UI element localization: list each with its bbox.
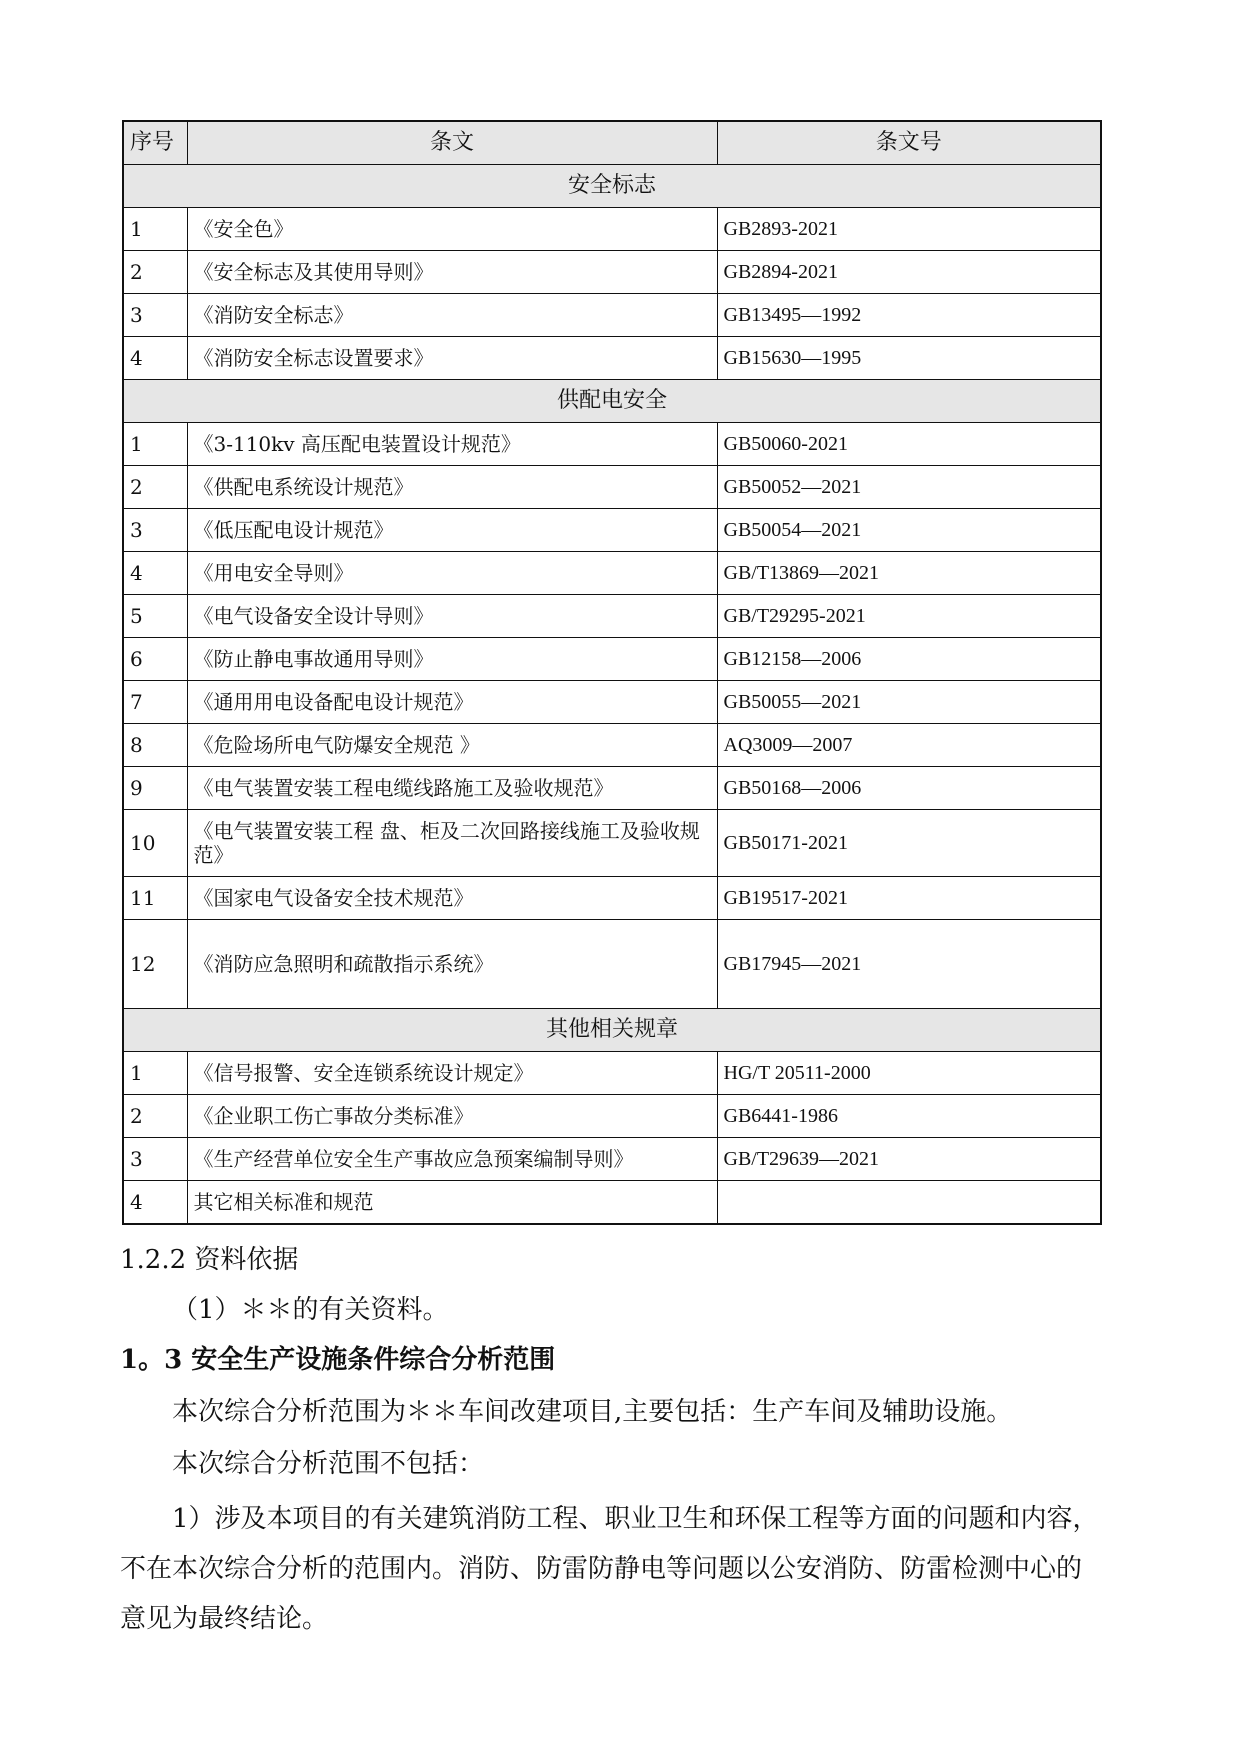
row-code: HG/T 20511-2000	[717, 1052, 1101, 1095]
table-row	[123, 1052, 1101, 1095]
row-title: 《危险场所电气防爆安全规范 》	[187, 724, 717, 767]
header-title: 条文	[187, 121, 717, 165]
table-row	[123, 509, 1101, 552]
row-index: 7	[123, 681, 187, 724]
row-title: 《消防安全标志设置要求》	[187, 337, 717, 380]
row-code: GB/T13869—2021	[717, 552, 1101, 595]
row-title: 《防止静电事故通用导则》	[187, 638, 717, 681]
row-index: 4	[123, 337, 187, 380]
table-row	[123, 810, 1101, 877]
row-index: 1	[123, 208, 187, 251]
table-row	[123, 877, 1101, 920]
row-code: GB/T29639—2021	[717, 1138, 1101, 1181]
row-title: 其它相关标准和规范	[187, 1181, 717, 1225]
row-index: 8	[123, 724, 187, 767]
section-row	[123, 165, 1101, 208]
header-index: 序号	[123, 121, 187, 165]
row-code: GB/T29295-2021	[717, 595, 1101, 638]
table-row	[123, 294, 1101, 337]
section-row	[123, 1009, 1101, 1052]
row-title: 《用电安全导则》	[187, 552, 717, 595]
section-title-power-supply: 供配电安全	[123, 380, 1101, 423]
row-index: 4	[123, 1181, 187, 1225]
row-title: 《通用用电设备配电设计规范》	[187, 681, 717, 724]
table-row	[123, 724, 1101, 767]
row-code: GB6441-1986	[717, 1095, 1101, 1138]
table-row	[123, 208, 1101, 251]
row-code: GB50171-2021	[717, 810, 1101, 877]
row-title: 《信号报警、安全连锁系统设计规定》	[187, 1052, 717, 1095]
row-code: GB50168—2006	[717, 767, 1101, 810]
sub-heading: 1.2.2 资料依据	[120, 1245, 299, 1275]
row-title: 《企业职工伤亡事故分类标准》	[187, 1095, 717, 1138]
reference-item: （1）＊＊的有关资料。	[172, 1295, 449, 1325]
section-title-safety-signs: 安全标志	[123, 165, 1101, 208]
header-code: 条文号	[717, 121, 1101, 165]
table-row	[123, 423, 1101, 466]
row-title: 《消防安全标志》	[187, 294, 717, 337]
table-header-row	[123, 121, 1101, 165]
row-index: 2	[123, 466, 187, 509]
table-row	[123, 920, 1101, 1009]
row-code: GB50055—2021	[717, 681, 1101, 724]
row-index: 3	[123, 294, 187, 337]
row-code: GB12158—2006	[717, 638, 1101, 681]
row-index: 1	[123, 1052, 187, 1095]
row-code: GB19517-2021	[717, 877, 1101, 920]
row-index: 1	[123, 423, 187, 466]
regulations-table	[122, 120, 1102, 1225]
row-index: 11	[123, 877, 187, 920]
table-row	[123, 638, 1101, 681]
row-title: 《生产经营单位安全生产事故应急预案编制导则》	[187, 1138, 717, 1181]
table-row	[123, 466, 1101, 509]
section-heading: 1。3 安全生产设施条件综合分析范围	[120, 1345, 556, 1375]
row-code: GB17945—2021	[717, 920, 1101, 1009]
row-index: 3	[123, 509, 187, 552]
section-title-other-regulations: 其他相关规章	[123, 1009, 1101, 1052]
row-code: AQ3009—2007	[717, 724, 1101, 767]
row-title: 《电气装置安装工程 盘、柜及二次回路接线施工及验收规范》	[187, 810, 717, 877]
table-row	[123, 1095, 1101, 1138]
row-code: GB15630—1995	[717, 337, 1101, 380]
exclusion-intro: 本次综合分析范围不包括：	[172, 1449, 485, 1479]
table-row	[123, 595, 1101, 638]
row-code: GB13495—1992	[717, 294, 1101, 337]
row-title: 《国家电气设备安全技术规范》	[187, 877, 717, 920]
row-code: GB50054—2021	[717, 509, 1101, 552]
table-row	[123, 552, 1101, 595]
table-row	[123, 337, 1101, 380]
row-code: GB2893-2021	[717, 208, 1101, 251]
table-row	[123, 251, 1101, 294]
row-index: 2	[123, 251, 187, 294]
row-title: 《低压配电设计规范》	[187, 509, 717, 552]
table-row	[123, 1138, 1101, 1181]
row-title: 《3-110kv 高压配电装置设计规范》	[187, 423, 717, 466]
section-row	[123, 380, 1101, 423]
row-title: 《消防应急照明和疏散指示系统》	[187, 920, 717, 1009]
row-index: 2	[123, 1095, 187, 1138]
row-index: 10	[123, 810, 187, 877]
scope-paragraph: 本次综合分析范围为＊＊车间改建项目,主要包括：生产车间及辅助设施。	[172, 1397, 1013, 1427]
row-code: GB2894-2021	[717, 251, 1101, 294]
row-index: 5	[123, 595, 187, 638]
row-code: GB50052—2021	[717, 466, 1101, 509]
row-title: 《电气装置安装工程电缆线路施工及验收规范》	[187, 767, 717, 810]
row-code	[717, 1181, 1101, 1225]
table-row	[123, 1181, 1101, 1225]
row-code: GB50060-2021	[717, 423, 1101, 466]
row-index: 12	[123, 920, 187, 1009]
row-index: 3	[123, 1138, 187, 1181]
exclusion-item: 1）涉及本项目的有关建筑消防工程、职业卫生和环保工程等方面的问题和内容，不在本次综合分析的范围内。消防、防雷防静电等问题以公安消防、防雷检测中心的意见为最终结论。	[120, 1504, 1099, 1634]
row-index: 4	[123, 552, 187, 595]
table-row	[123, 681, 1101, 724]
row-title: 《安全色》	[187, 208, 717, 251]
row-title: 《安全标志及其使用导则》	[187, 251, 717, 294]
table-row	[123, 767, 1101, 810]
row-index: 6	[123, 638, 187, 681]
row-index: 9	[123, 767, 187, 810]
row-title: 《供配电系统设计规范》	[187, 466, 717, 509]
row-title: 《电气设备安全设计导则》	[187, 595, 717, 638]
